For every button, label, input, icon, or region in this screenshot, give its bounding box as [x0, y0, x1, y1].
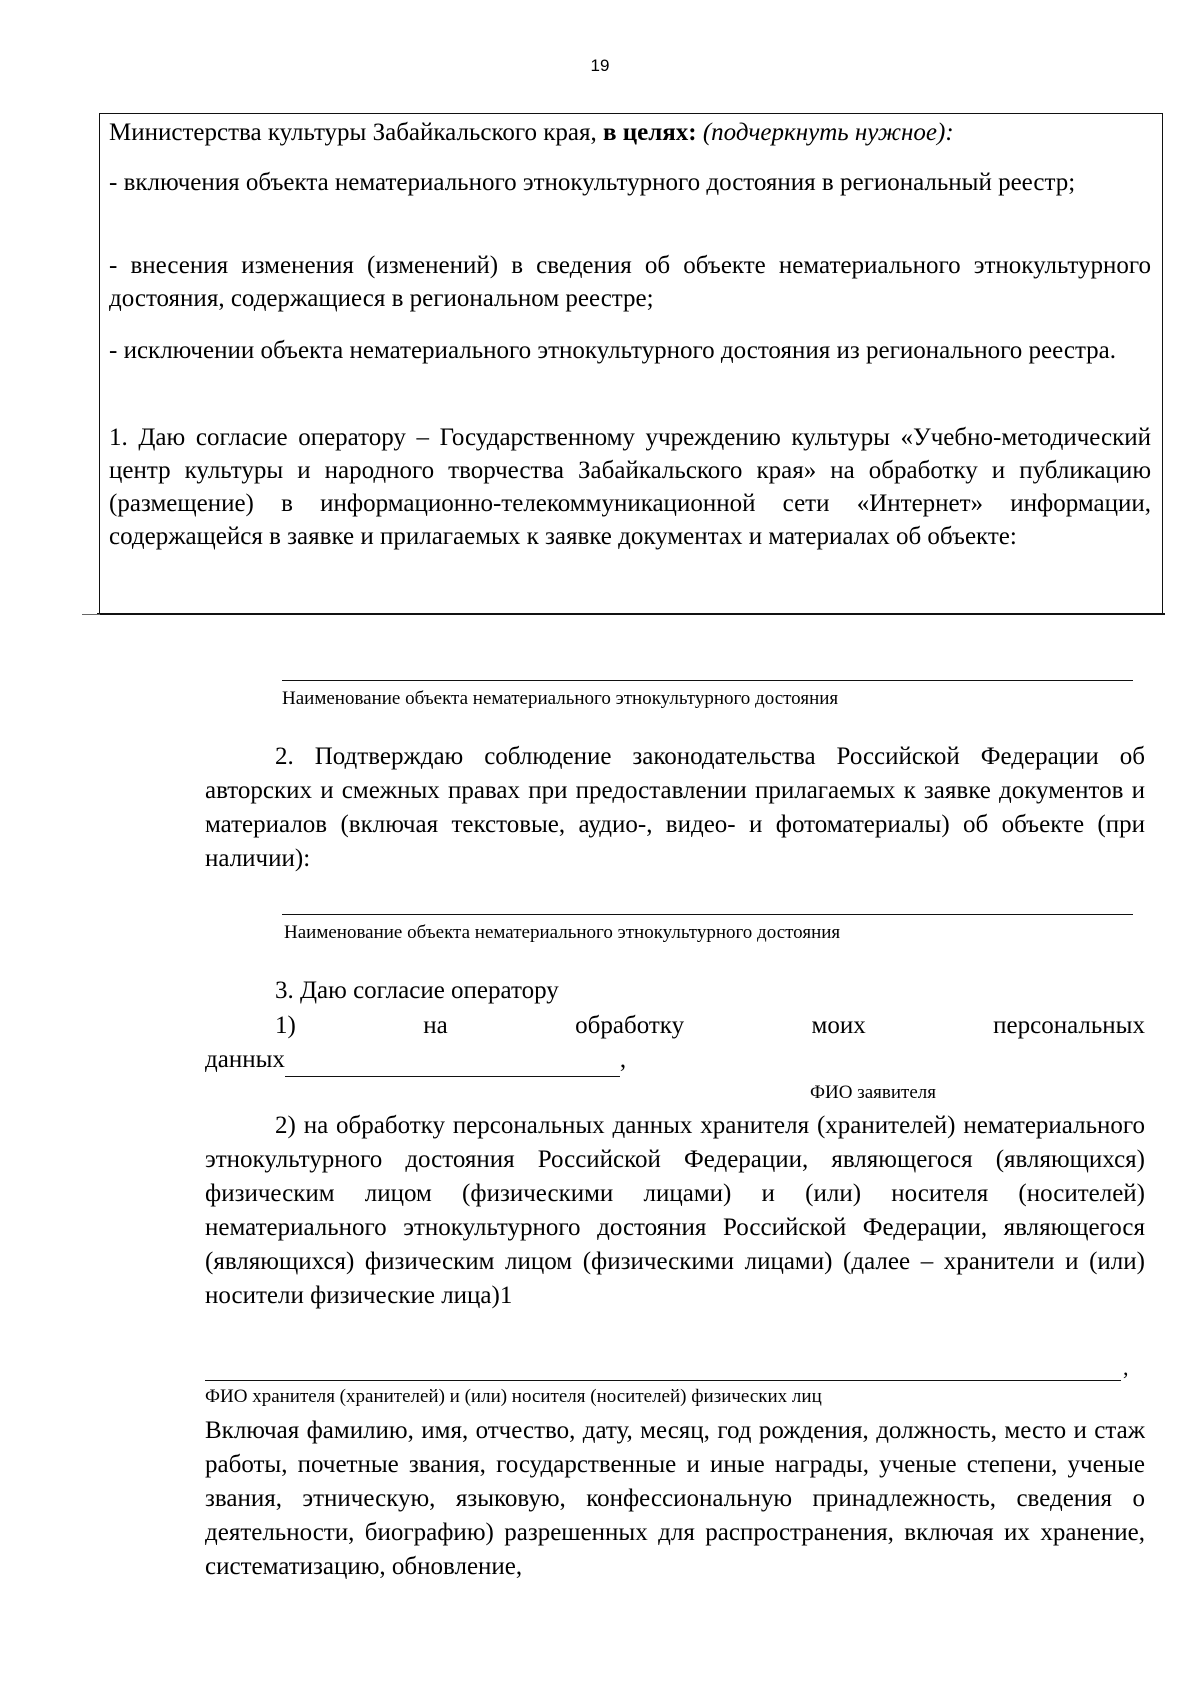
holders-name-line — [205, 1380, 1121, 1381]
applicant-name-line — [285, 1052, 620, 1077]
consent3-item2: 2) на обработку персональных данных хранителя (хранителей) нематериального этнокультурного достояния Российской Федерации, являющегося (являющихся) физическим лицом (физическими лицами) и (или) носителя (носителей) нематериального этнокультурного достояния Российской Федерации, являющегося (являющихся) физическим лицом (физическими лицами) (далее – хранители и (или) носители физические лица)1 — [205, 1112, 1145, 1309]
purpose-prefix: Министерства культуры Забайкальского края, — [109, 119, 603, 146]
confirm-paragraph-2: 2. Подтверждаю соблюдение законодательства Российской Федерации об авторских и смежных правах при предоставлении прилагаемых к заявке документов и материалов (включая текстовые, аудио-, видео- и фотоматериалы) об объекте (при наличии): — [205, 743, 1145, 872]
item1-word-5: персональных — [993, 1012, 1145, 1039]
consent3-item1-line — [275, 1009, 1145, 1043]
holders-line-comma: , — [1123, 1355, 1129, 1380]
item1-word-3: обработку — [575, 1012, 685, 1039]
applicant-caption: ФИО заявителя — [810, 1082, 936, 1103]
data-word: данных — [205, 1046, 285, 1073]
option-include: - включения объекта нематериального этнокультурного достояния в региональный реестр; — [109, 169, 1076, 196]
item1-word-1: 1) — [275, 1012, 296, 1039]
frame-left-tick — [82, 614, 100, 615]
consent-paragraph-1: 1. Даю согласие оператору – Государственному учреждению культуры «Учебно-методический центр культуры и народного творчества Забайкальского края» на обработку и публикацию (размещение) в информационно-телекоммуникационной сети «Интернет» информации, содержащейся в заявке и прилагаемых к заявке документах и материалах об объекте: — [109, 424, 1151, 550]
including-paragraph: Включая фамилию, имя, отчество, дату, месяц, год рождения, должность, место и стаж работы, почетные звания, государственные и иные награды, ученые степени, ученые звания, этническую, языковую, конфессиональную принадлежность, сведения о деятельности, биографию) разрешенных для распространения, включая их хранение, систематизацию, обновление, — [205, 1417, 1145, 1580]
consent3-heading: 3. Даю согласие оператору — [275, 977, 559, 1004]
purpose-bold: в целях: — [602, 119, 697, 146]
option-exclude: - исключении объекта нематериального этнокультурного достояния из регионального реестра. — [109, 337, 1117, 364]
consent3-item1-tail — [205, 1043, 1145, 1077]
applicant-line-comma: , — [619, 1046, 627, 1073]
object-name-line-2 — [282, 914, 1133, 915]
object-name-caption-2: Наименование объекта нематериального этнокультурного достояния — [284, 922, 841, 943]
object-name-line-1 — [282, 680, 1133, 681]
item1-word-2: на — [423, 1012, 448, 1039]
purpose-instruction: (подчеркнуть нужное): — [696, 119, 954, 146]
purpose-line — [109, 116, 1151, 149]
item1-word-4: моих — [811, 1012, 866, 1039]
holders-caption: ФИО хранителя (хранителей) и (или) носителя (носителей) физических лиц — [205, 1386, 822, 1407]
frame-bottom-line — [97, 613, 1165, 615]
object-name-caption-1: Наименование объекта нематериального этнокультурного достояния — [282, 688, 839, 709]
option-change: - внесения изменения (изменений) в сведения об объекте нематериального этнокультурного достояния, содержащиеся в региональном реестре; — [109, 252, 1151, 312]
page-number: 19 — [590, 56, 610, 75]
